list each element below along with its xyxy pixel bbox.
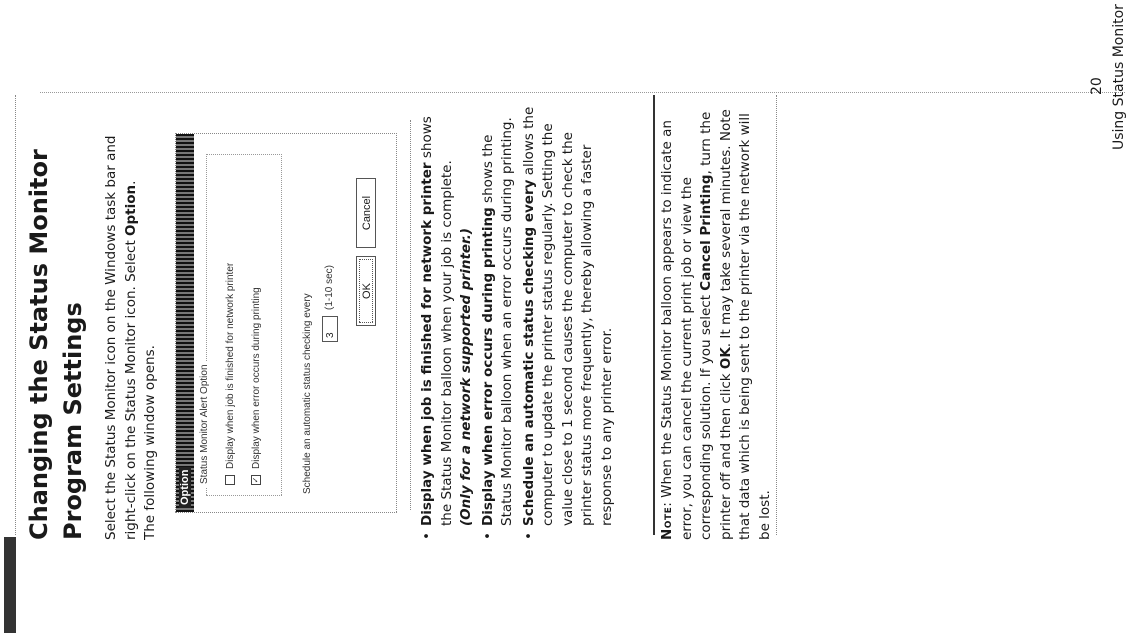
checkbox-empty-icon [225,475,235,485]
cancel-button[interactable]: Cancel [356,178,376,248]
intro-line-3: The following window opens. [142,345,158,540]
dialog-title-bar [176,134,194,512]
checkbox-job-finished[interactable]: Display when job is finished for network printer [225,263,236,485]
bullet-job-finished: • Display when job is finished for network printer shows the Status Monitor balloon when your job is complete. (Only for a network supported printer.) [418,90,477,540]
ok-button[interactable]: OK [356,256,376,326]
section-name: Using Status Monitor [1111,4,1127,150]
title-line-2: Program Settings [59,302,87,540]
network-only-note: (Only for a network supported printer.) [458,227,474,526]
note-label: Note [659,506,675,540]
option-keyword: Option [122,184,139,236]
interval-range: (1-10 sec) [324,264,335,310]
page-heading [22,149,90,540]
checkbox-error-occurs[interactable]: ✓Display when error occurs during printing [251,287,262,484]
option-dialog [175,133,397,513]
dialog-bottom-rule [410,120,411,510]
checkbox-checked-icon: ✓ [251,476,261,484]
intro-paragraph [102,100,161,540]
note-rule [653,95,655,535]
note-end-rule [776,95,777,535]
page-number: 20 [1089,77,1105,95]
page-edge-marker [4,537,16,633]
intro-line-1: Select the Status Monitor icon on the Windows task bar and [103,135,119,540]
intro-line-2: right-click on the Status Monitor icon. Select Option. [122,180,139,540]
margin-rule [15,95,16,535]
interval-spinner[interactable]: 3 [322,316,338,342]
alert-option-group [199,154,282,496]
bullet-error-occurs: • Display when error occurs during printing shows the Status Monitor balloon when an error occurs during printing. [479,90,518,540]
bullet-schedule: • Schedule an automatic status checking every allows the computer to update the printer status regularly. Setting the value close to 1 second causes the computer to check the printer status more frequently, thereby allowing a faster response to any printer error. [520,90,618,540]
title-line-1: Changing the Status Monitor [25,149,53,540]
dialog-title: Option [179,467,191,508]
option-descriptions [418,90,619,540]
schedule-label: Schedule an automatic status checking every [302,293,313,494]
note-box: Note: When the Status Monitor balloon appears to indicate an error, you can cancel the current print job or view the corresponding solution. If you select Cancel Printing, turn the printer off and then click OK. It may take several minutes. Note that data which is being sent to the printer via the network will be lost. [659,109,773,540]
group-label: Status Monitor Alert Option [199,361,210,487]
